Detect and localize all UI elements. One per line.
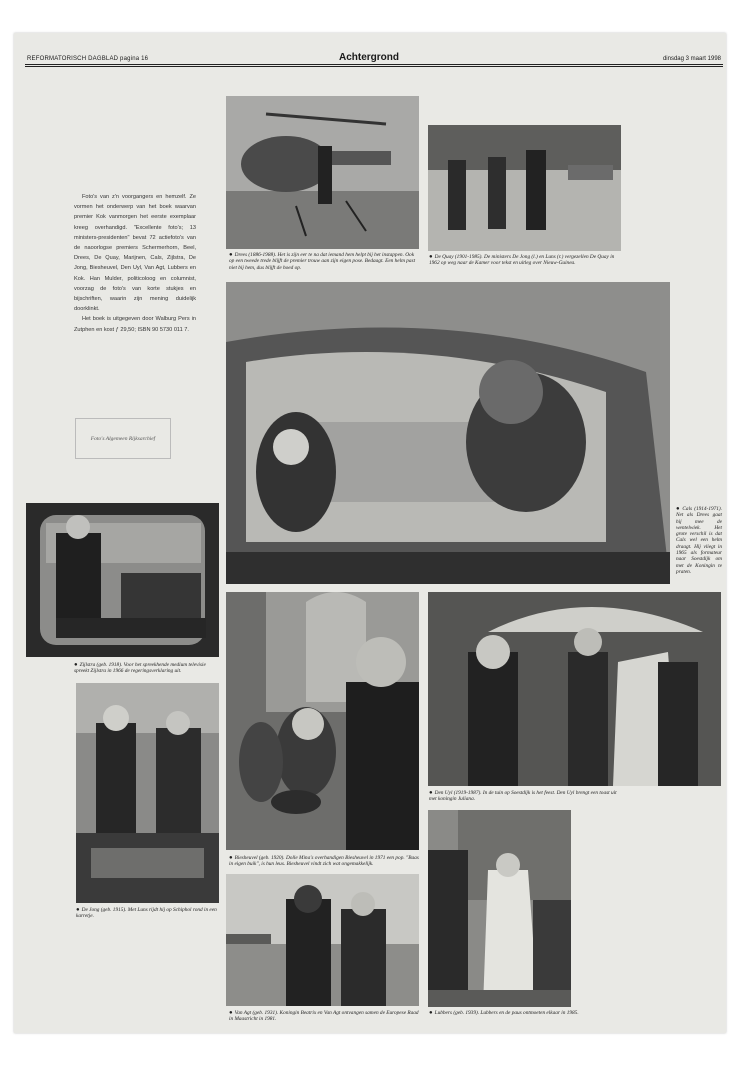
caption-cals: ● Cals (1914-1971). Net als Drees gaat hij mee de wentelwiek. Het grote verschil is dat Cals wel een helm draagt. Hij vliegt in 1965 als formateur naar Soestdijk om met de Koningin te praten.: [676, 506, 722, 575]
caption-biesheuvel: ● Biesheuvel (geb. 1920). Dolle Mina's overhandigen Biesheuvel in 1971 een pop. "Baas in eigen buik", is hun leus. Biesheuvel vindt zich wat ongemakkelijk.: [229, 855, 419, 868]
header-rule-thin: [25, 66, 723, 67]
photo-lubbers: [428, 810, 571, 1007]
header-rule: [25, 64, 723, 65]
caption-zijlstra: ● Zijlstra (geb. 1918). Voor het spreekhende medium televisie spreekt Zijlstra in 1966 de regeringsverklaring uit.: [74, 662, 206, 675]
caption-dejong: ● De Jong (geb. 1915). Met Luns rijdt hij op Schiphol rond in een karretje.: [76, 907, 217, 920]
section-title: Achtergrond: [339, 52, 399, 63]
caption-drees: ● Drees (1886-1988). Het is zijn eer te na dat iemand hem helpt bij het instappen. Ook op een tweede trede blijft de premier trouw aan zijn eigen pose. Bedaagt. Een helm past niet bij hem, dus blijft de hoed op.: [229, 252, 416, 271]
photo-dequay: [428, 125, 621, 251]
photo-credit: Foto's Algemeen Rijksarchief: [75, 418, 171, 459]
photo-drees: [226, 96, 419, 249]
caption-vanagt: ● Van Agt (geb. 1931). Koningin Beatrix en Van Agt ontvangen samen de Europese Raad in Maastricht in 1981.: [229, 1010, 419, 1023]
caption-dequay: ● De Quay (1901-1985). De ministers De Jong (l.) en Luns (r.) vergezellen De Quay in 1962 op weg naar de Kamer voor tekst en uitleg over Nieuw-Guinea.: [429, 254, 615, 267]
intro-paragraph: Foto's van z'n voorgangers en hemzelf. Ze vormen het onderwerp van het boek waarvan premier Kok vanmorgen het eerste exemplaar kreeg overhandigd. "Excellente foto's; 13 ministers-presidenten" bevat 72 actiefoto's van de naoorlogse premiers Schermerhorn, Beel, Drees, De Quay, Marijnen, Cals, Zijlstra, De Jong, Biesheuvel, Den Uyl, Van Agt, Lubbers en Kok. Han Mulder, politicoloog en columnist, voorzag de foto's van korte stukjes en bijschriften, waarin zijn mening duidelijk doorklinkt.: [74, 194, 196, 313]
issue-date: dinsdag 3 maart 1998: [662, 56, 721, 62]
photo-cals: [226, 282, 670, 584]
photo-dejong: [76, 683, 219, 903]
newspaper-masthead: REFORMATORISCH DAGBLAD pagina 16: [27, 56, 149, 62]
caption-lubbers: ● Lubbers (geb. 1939). Lubbers en de paus ontmoeten elkaar in 1985.: [429, 1010, 579, 1016]
photo-biesheuvel: [226, 592, 419, 850]
photo-vanagt: [226, 874, 419, 1006]
intro-text: [74, 192, 196, 335]
photo-denuyl: [428, 592, 721, 786]
intro-paragraph: Het boek is uitgegeven door Walburg Pers in Zutphen en kost ƒ 29,50; ISBN 90 5730 011 7.: [74, 316, 196, 333]
caption-denuyl: ● Den Uyl (1919-1987). In de tuin op Soestdijk is het feest. Den Uyl brengt een toast uit met koningin Juliana.: [429, 790, 617, 803]
photo-zijlstra: [26, 503, 219, 657]
